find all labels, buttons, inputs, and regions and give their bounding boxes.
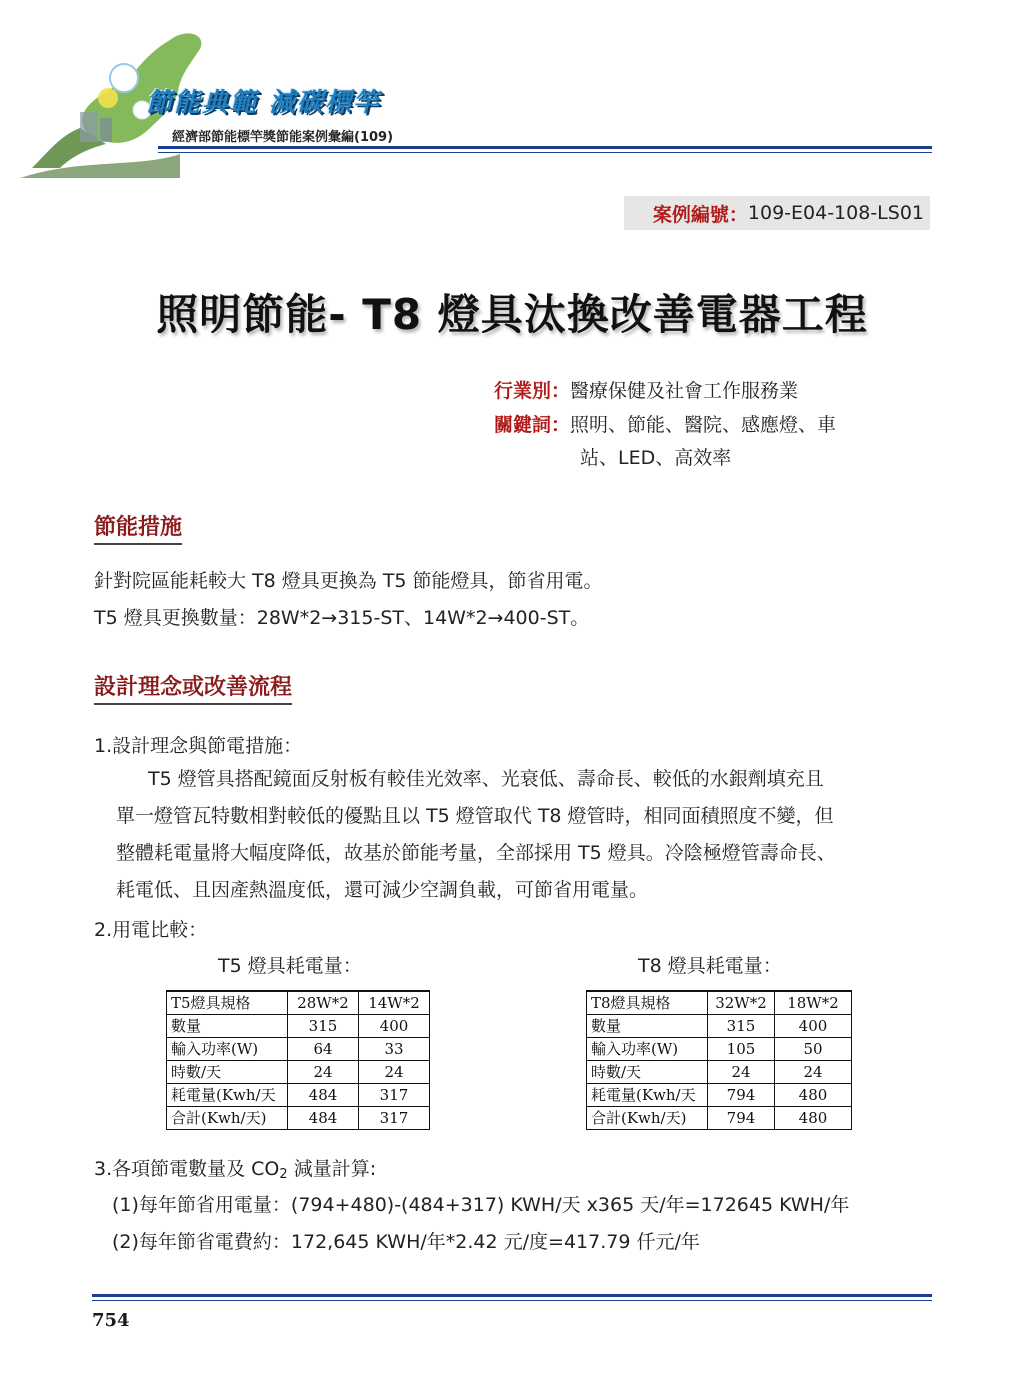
- brand-subtitle: 經濟部節能標竿獎節能案例彙編(109): [172, 130, 394, 145]
- table-cell: 317: [359, 1084, 430, 1107]
- keywords-row-2: [580, 443, 731, 470]
- table-cell: 時數/天: [587, 1061, 708, 1084]
- design-item2-title: 2.用電比較：: [94, 919, 208, 941]
- table-cell: 24: [775, 1061, 852, 1084]
- table-cell: 14W*2: [359, 991, 430, 1015]
- design-item3-title: [94, 1154, 376, 1182]
- header-rule-thin: [158, 152, 932, 153]
- page-title: 照明節能- T8 燈具汰換改善電器工程: [156, 290, 868, 339]
- measures-line-1: 針對院區能耗較大 T8 燈具更換為 T5 節能燈具，節省用電。: [94, 570, 603, 592]
- industry-label: 行業別：: [494, 380, 571, 402]
- table-row: [167, 1084, 430, 1107]
- case-number-value: 109-E04-108-LS01: [747, 202, 924, 224]
- item3-title-part-b: 減量計算:: [287, 1158, 377, 1180]
- keywords-label: 關鍵詞：: [494, 414, 571, 436]
- table-cell: 24: [708, 1061, 775, 1084]
- footer-rule-thin: [92, 1300, 932, 1301]
- table-cell: T5燈具規格: [167, 991, 288, 1015]
- table-row: [587, 1084, 852, 1107]
- brand-title: 節能典範 減碳標竿: [146, 88, 382, 118]
- table-cell: 合計(Kwh/天): [167, 1107, 288, 1130]
- table-cell: 合計(Kwh/天): [587, 1107, 708, 1130]
- section-heading-design: 設計理念或改善流程: [94, 670, 292, 705]
- table-row: [167, 1107, 430, 1130]
- table-cell: 33: [359, 1038, 430, 1061]
- table-cell: 480: [775, 1107, 852, 1130]
- table-cell: 28W*2: [288, 991, 359, 1015]
- table-row: [167, 1015, 430, 1038]
- table-cell: 400: [359, 1015, 430, 1038]
- measures-line-2: T5 燈具更換數量：28W*2→315-ST、14W*2→400-ST。: [94, 607, 590, 629]
- section-heading-measures: 節能措施: [94, 510, 182, 545]
- table-row: [167, 1061, 430, 1084]
- case-number-label: 案例編號：: [652, 203, 748, 226]
- table-row: [587, 1061, 852, 1084]
- t5-table-caption: T5 燈具耗電量：: [218, 955, 362, 977]
- table-cell: 32W*2: [708, 991, 775, 1015]
- item3-title-part-a: 3.各項節電數量及 CO: [94, 1158, 280, 1180]
- keywords-row: [494, 410, 836, 437]
- table-cell: 時數/天: [167, 1061, 288, 1084]
- design-item1-title: 1.設計理念與節電措施：: [94, 735, 303, 757]
- table-cell: 數量: [167, 1015, 288, 1038]
- table-cell: 24: [359, 1061, 430, 1084]
- design-paragraph-line-4: 耗電低、且因產熱溫度低，還可減少空調負載，可節省用電量。: [116, 879, 649, 901]
- table-cell: 18W*2: [775, 991, 852, 1015]
- table-cell: 400: [775, 1015, 852, 1038]
- table-cell: 315: [708, 1015, 775, 1038]
- design-paragraph-line-1: T5 燈管具搭配鏡面反射板有較佳光效率、光衰低、壽命長、較低的水銀劑填充且: [148, 768, 824, 790]
- t8-table-caption: T8 燈具耗電量：: [638, 955, 782, 977]
- table-cell: 317: [359, 1107, 430, 1130]
- table-cell: 794: [708, 1107, 775, 1130]
- table-row: [587, 1038, 852, 1061]
- table-cell: 64: [288, 1038, 359, 1061]
- table-row: [167, 991, 430, 1015]
- table-cell: 794: [708, 1084, 775, 1107]
- table-row: [587, 991, 852, 1015]
- industry-value: 醫療保健及社會工作服務業: [570, 380, 799, 402]
- table-cell: 數量: [587, 1015, 708, 1038]
- table-cell: 輸入功率(W): [167, 1038, 288, 1061]
- keywords-value-line1: 照明、節能、醫院、感應燈、車: [570, 414, 837, 436]
- item3-title-subscript: 2: [279, 1167, 288, 1182]
- table-cell: T8燈具規格: [587, 991, 708, 1015]
- calc-line-2: (2)每年節省電費約：172,645 KWH/年*2.42 元/度=417.79 仟元/年: [112, 1231, 700, 1253]
- table-cell: 484: [288, 1084, 359, 1107]
- table-cell: 24: [288, 1061, 359, 1084]
- table-cell: 105: [708, 1038, 775, 1061]
- table-cell: 480: [775, 1084, 852, 1107]
- footer-rule: [92, 1294, 932, 1297]
- t8-consumption-table: [586, 990, 852, 1130]
- table-cell: 315: [288, 1015, 359, 1038]
- table-cell: 50: [775, 1038, 852, 1061]
- table-cell: 484: [288, 1107, 359, 1130]
- page-number: 754: [92, 1310, 130, 1331]
- table-row: [587, 1107, 852, 1130]
- case-number-box: [624, 196, 930, 230]
- t5-consumption-table: [166, 990, 430, 1130]
- table-cell: 輸入功率(W): [587, 1038, 708, 1061]
- keywords-value-line2: 站、LED、高效率: [580, 447, 732, 469]
- table-row: [587, 1015, 852, 1038]
- calc-line-1: (1)每年節省用電量：(794+480)-(484+317) KWH/天 x365 天/年=172645 KWH/年: [112, 1194, 850, 1216]
- table-cell: 耗電量(Kwh/天: [167, 1084, 288, 1107]
- table-cell: 耗電量(Kwh/天: [587, 1084, 708, 1107]
- industry-row: [494, 376, 798, 403]
- design-paragraph-line-3: 整體耗電量將大幅度降低，故基於節能考量，全部採用 T5 燈具。冷陰極燈管壽命長、: [116, 842, 836, 864]
- header-rule: [158, 146, 932, 149]
- table-row: [167, 1038, 430, 1061]
- design-paragraph-line-2: 單一燈管瓦特數相對較低的優點且以 T5 燈管取代 T8 燈管時，相同面積照度不變，但: [116, 805, 834, 827]
